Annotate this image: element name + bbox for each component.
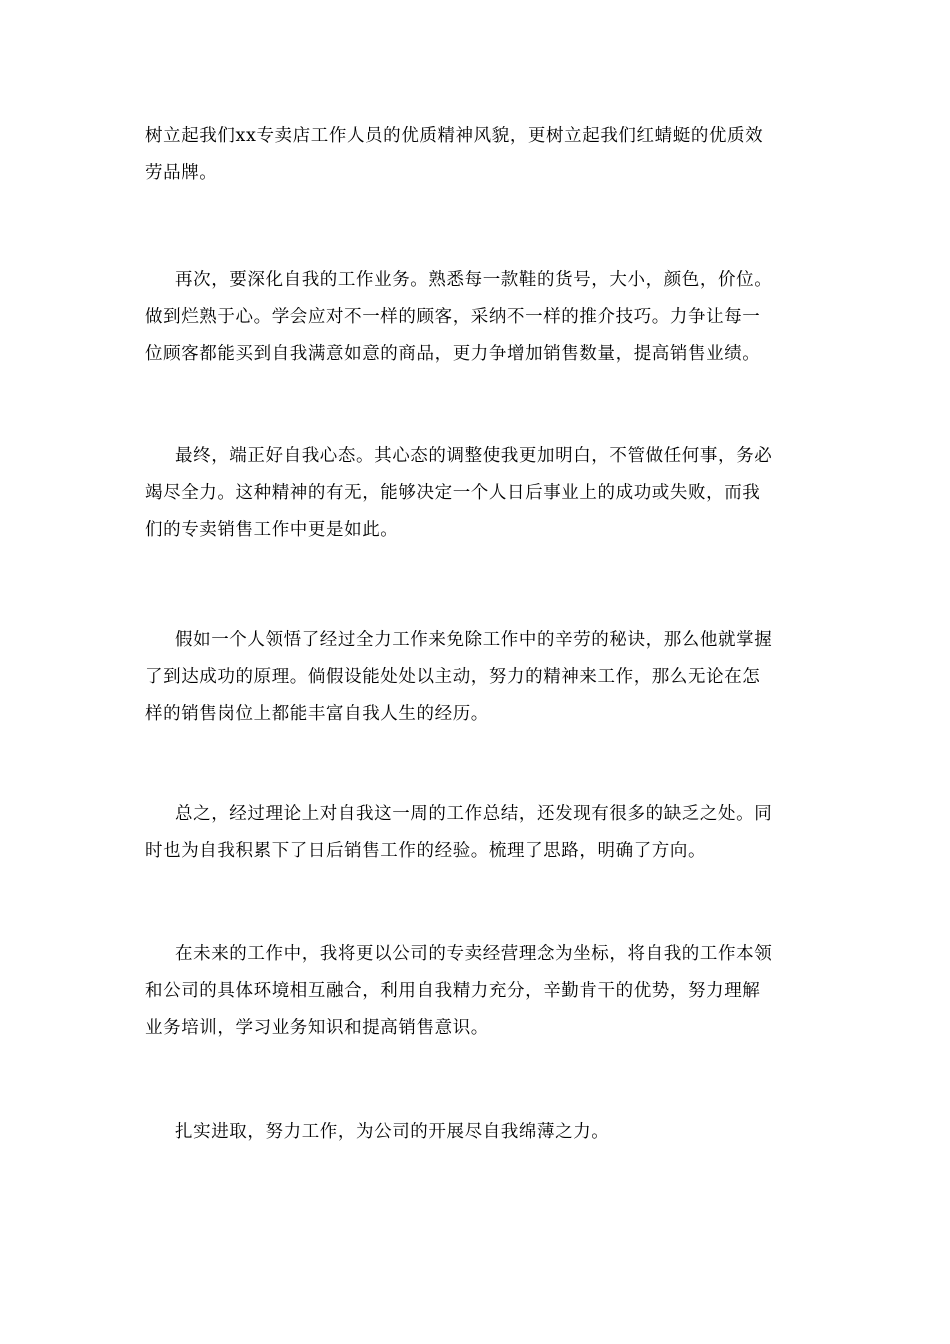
paragraph-continuation — [145, 118, 805, 192]
paragraph-mindset — [145, 438, 805, 549]
text-line: 在未来的工作中，我将更以公司的专卖经营理念为坐标，将自我的工作本领 — [175, 944, 773, 964]
text-line: 和公司的具体环境相互融合，利用自我精力充分，辛勤肯干的优势，努力理解 — [145, 981, 761, 1001]
paragraph-success-secret — [145, 622, 805, 733]
text-line: 位顾客都能买到自我满意如意的商品，更力争增加销售数量，提高销售业绩。 — [145, 344, 761, 364]
text-line: 时也为自我积累下了日后销售工作的经验。梳理了思路，明确了方向。 — [145, 841, 707, 861]
text-line: 扎实进取，努力工作，为公司的开展尽自我绵薄之力。 — [175, 1122, 610, 1142]
text-line: 再次，要深化自我的工作业务。熟悉每一款鞋的货号，大小，颜色，价位。 — [175, 270, 773, 290]
text-line: 竭尽全力。这种精神的有无，能够决定一个人日后事业上的成功或失败，而我 — [145, 483, 761, 503]
text-line: 树立起我们xx专卖店工作人员的优质精神风貌，更树立起我们红蜻蜓的优质效 — [145, 126, 764, 146]
text-line: 总之，经过理论上对自我这一周的工作总结，还发现有很多的缺乏之处。同 — [175, 804, 773, 824]
text-line: 了到达成功的原理。倘假设能处处以主动，努力的精神来工作，那么无论在怎 — [145, 667, 761, 687]
paragraph-future-work — [145, 936, 805, 1047]
text-line: 假如一个人领悟了经过全力工作来免除工作中的辛劳的秘诀，那么他就掌握 — [175, 630, 773, 650]
paragraph-work-business — [145, 262, 805, 373]
text-line: 做到烂熟于心。学会应对不一样的顾客，采纳不一样的推介技巧。力争让每一 — [145, 307, 761, 327]
paragraph-closing — [145, 1114, 805, 1151]
paragraph-summary — [145, 796, 805, 870]
text-line: 劳品牌。 — [145, 163, 218, 183]
text-line: 业务培训，学习业务知识和提高销售意识。 — [145, 1018, 489, 1038]
text-line: 们的专卖销售工作中更是如此。 — [145, 520, 399, 540]
text-line: 样的销售岗位上都能丰富自我人生的经历。 — [145, 704, 489, 724]
text-line: 最终，端正好自我心态。其心态的调整使我更加明白，不管做任何事，务必 — [175, 446, 773, 466]
